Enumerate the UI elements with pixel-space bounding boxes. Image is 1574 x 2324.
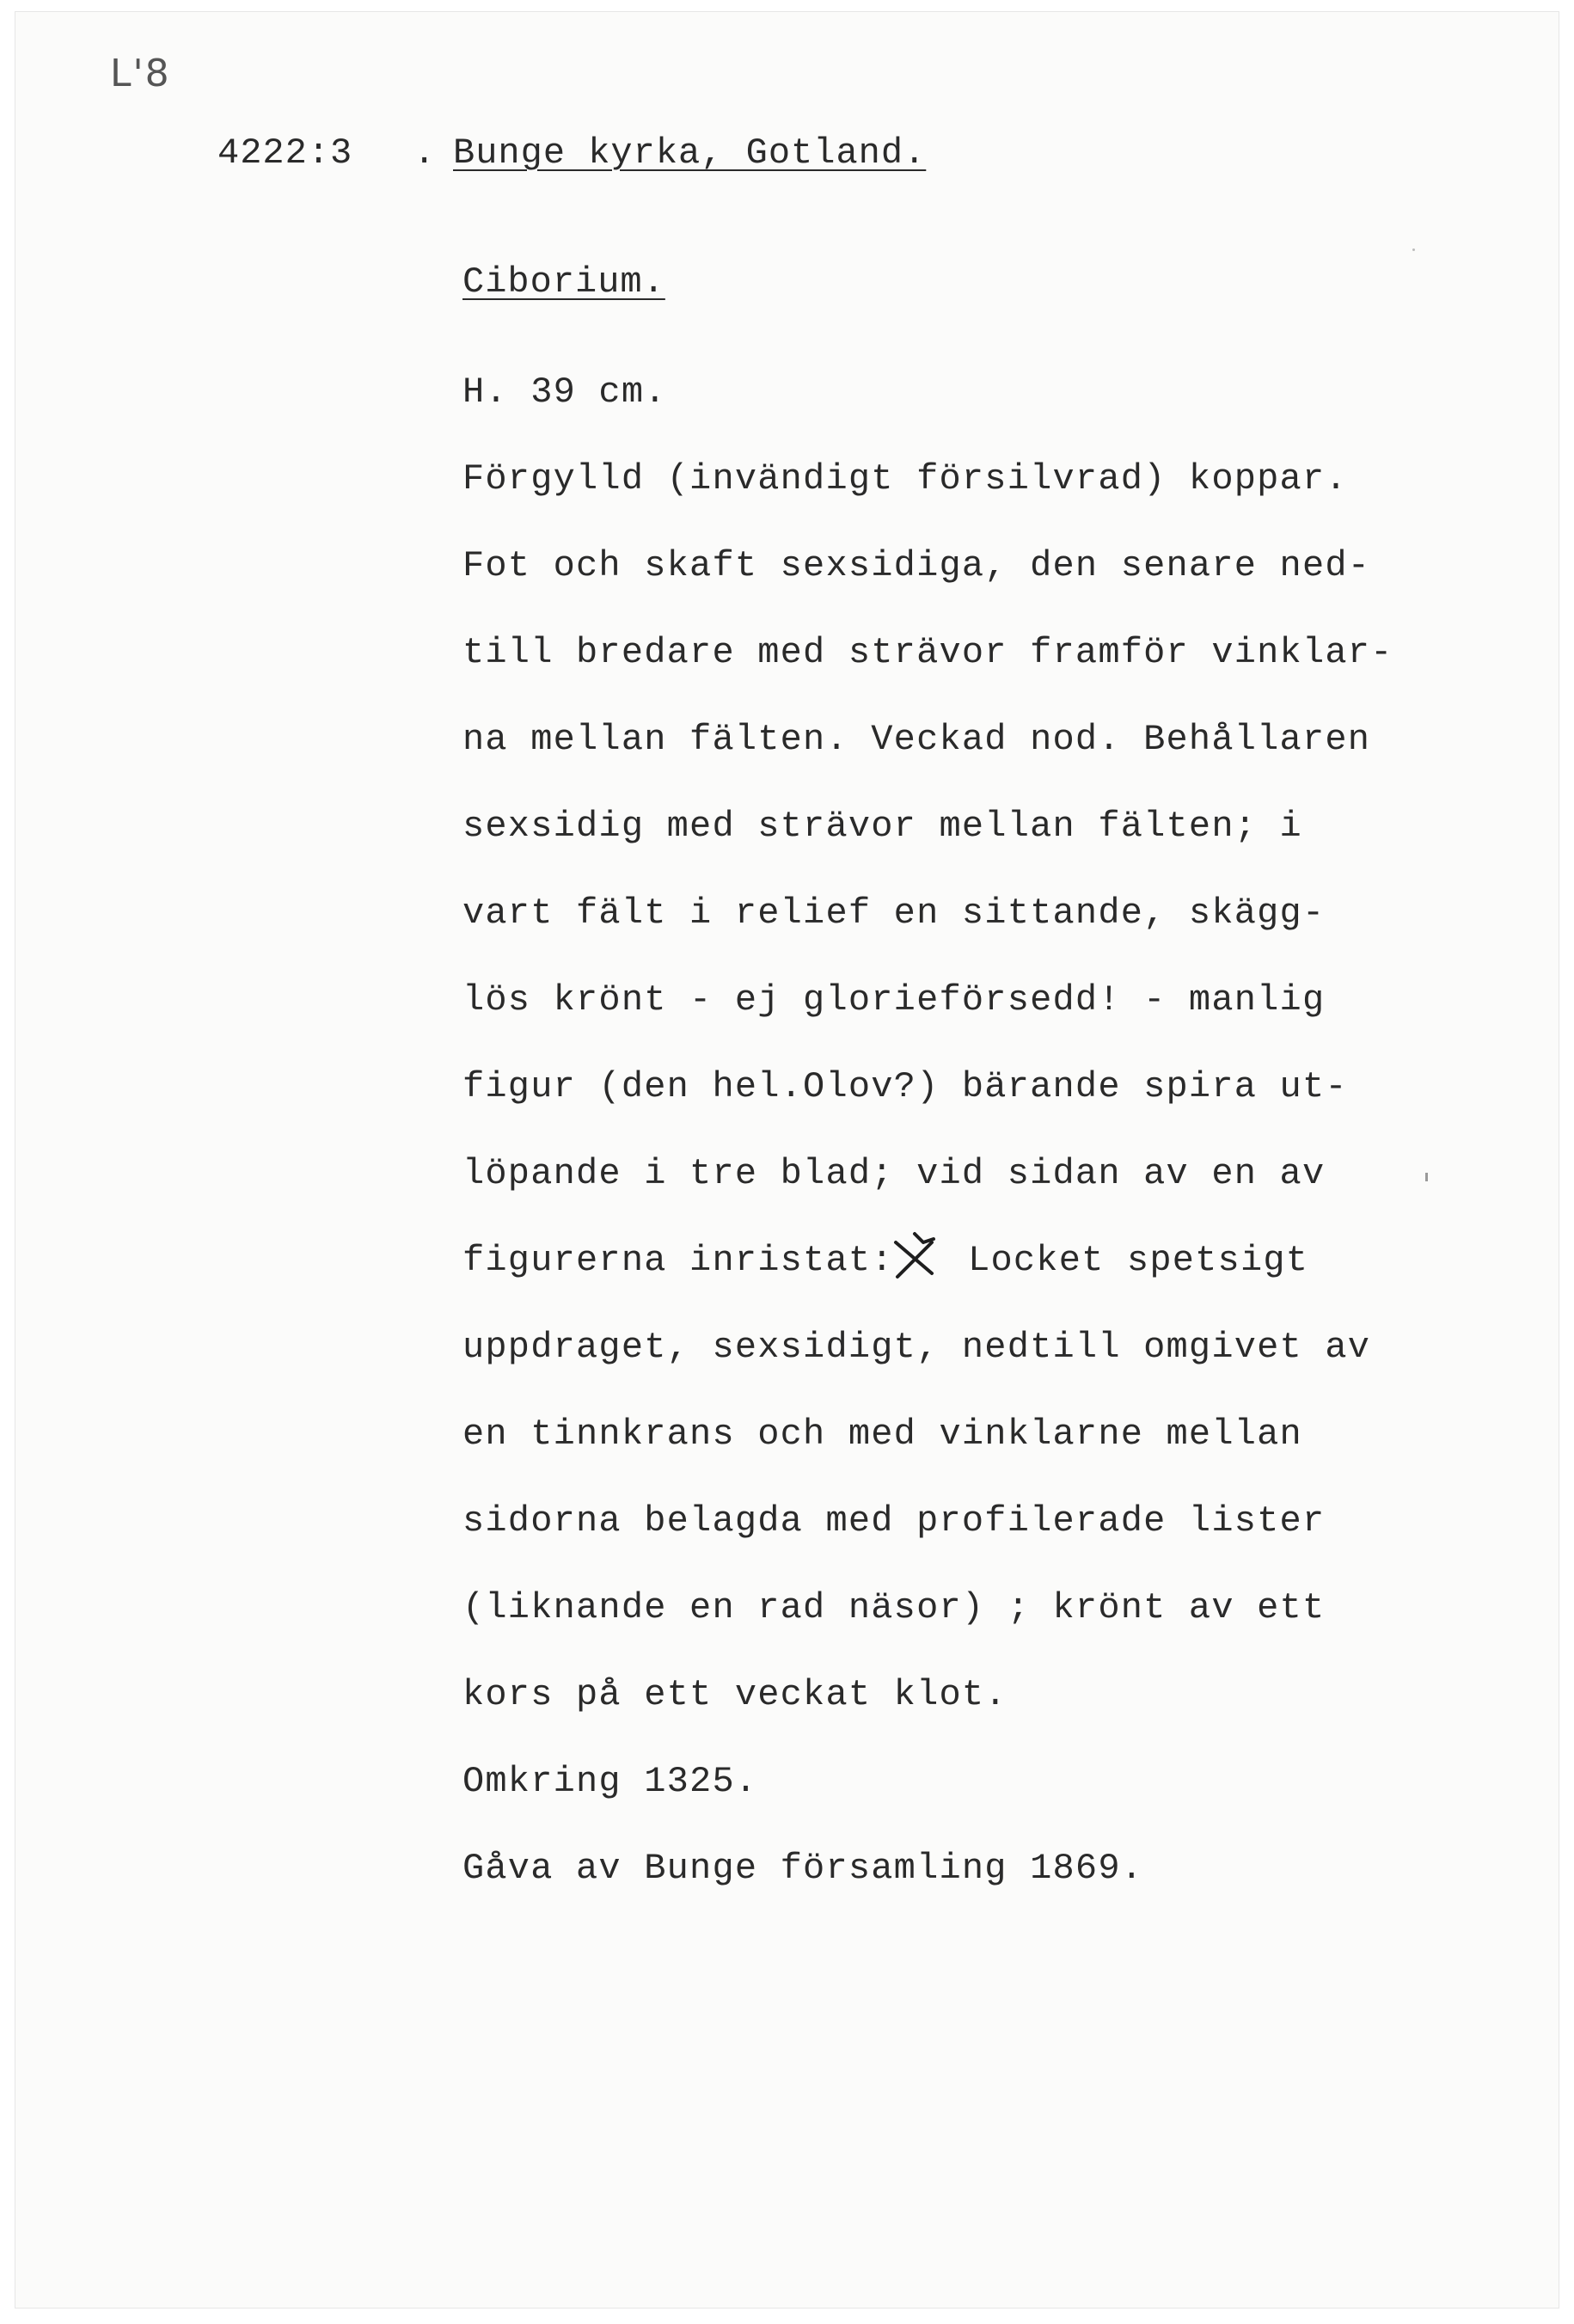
inventory-number: 4222:3 <box>217 132 353 174</box>
inscription-line <box>462 1217 1520 1304</box>
header-separator: . <box>413 132 437 174</box>
description-line: lös krönt - ej glorieförsedd! - manlig <box>462 979 1326 1021</box>
catalog-card <box>15 12 1559 2308</box>
rune-cross-mark-icon <box>889 1230 942 1291</box>
description-line: H. 39 cm. <box>462 371 667 413</box>
description-line: Förgylld (invändigt försilvrad) koppar. <box>462 458 1348 500</box>
dating-line: Omkring 1325. <box>462 1761 758 1802</box>
description-line: (liknande en rad näsor) ; krönt av ett <box>462 1587 1326 1628</box>
corner-mark: L'8 <box>110 52 171 95</box>
description-line: till bredare med strävor framför vinklar- <box>462 632 1393 673</box>
description-line: figur (den hel.Olov?) bärande spira ut- <box>462 1066 1348 1107</box>
description-line: sexsidig med strävor mellan fälten; i <box>462 806 1302 847</box>
inscription-text-after: Locket spetsigt <box>945 1240 1309 1281</box>
description-line: sidorna belagda med profilerade lister <box>462 1500 1326 1542</box>
provenance-line: Gåva av Bunge församling 1869. <box>462 1848 1144 1889</box>
description-line: uppdraget, sexsidigt, nedtill omgivet av <box>462 1327 1371 1368</box>
scan-speck <box>1425 1173 1428 1181</box>
scan-speck <box>1412 248 1415 251</box>
description-body <box>462 349 1520 1912</box>
description-line: kors på ett veckat klot. <box>462 1674 1007 1715</box>
inscription-text-before: figurerna inristat: <box>462 1240 894 1281</box>
description-line: na mellan fälten. Veckad nod. Behållaren <box>462 719 1371 760</box>
description-line: Fot och skaft sexsidiga, den senare ned- <box>462 545 1371 586</box>
object-title: Ciborium. <box>462 261 665 303</box>
location-title: Bunge kyrka, Gotland. <box>453 132 927 174</box>
description-line: vart fält i relief en sittande, skägg- <box>462 892 1326 934</box>
description-line: löpande i tre blad; vid sidan av en av <box>462 1153 1326 1194</box>
description-line: en tinnkrans och med vinklarne mellan <box>462 1413 1302 1455</box>
card-header <box>217 132 926 174</box>
